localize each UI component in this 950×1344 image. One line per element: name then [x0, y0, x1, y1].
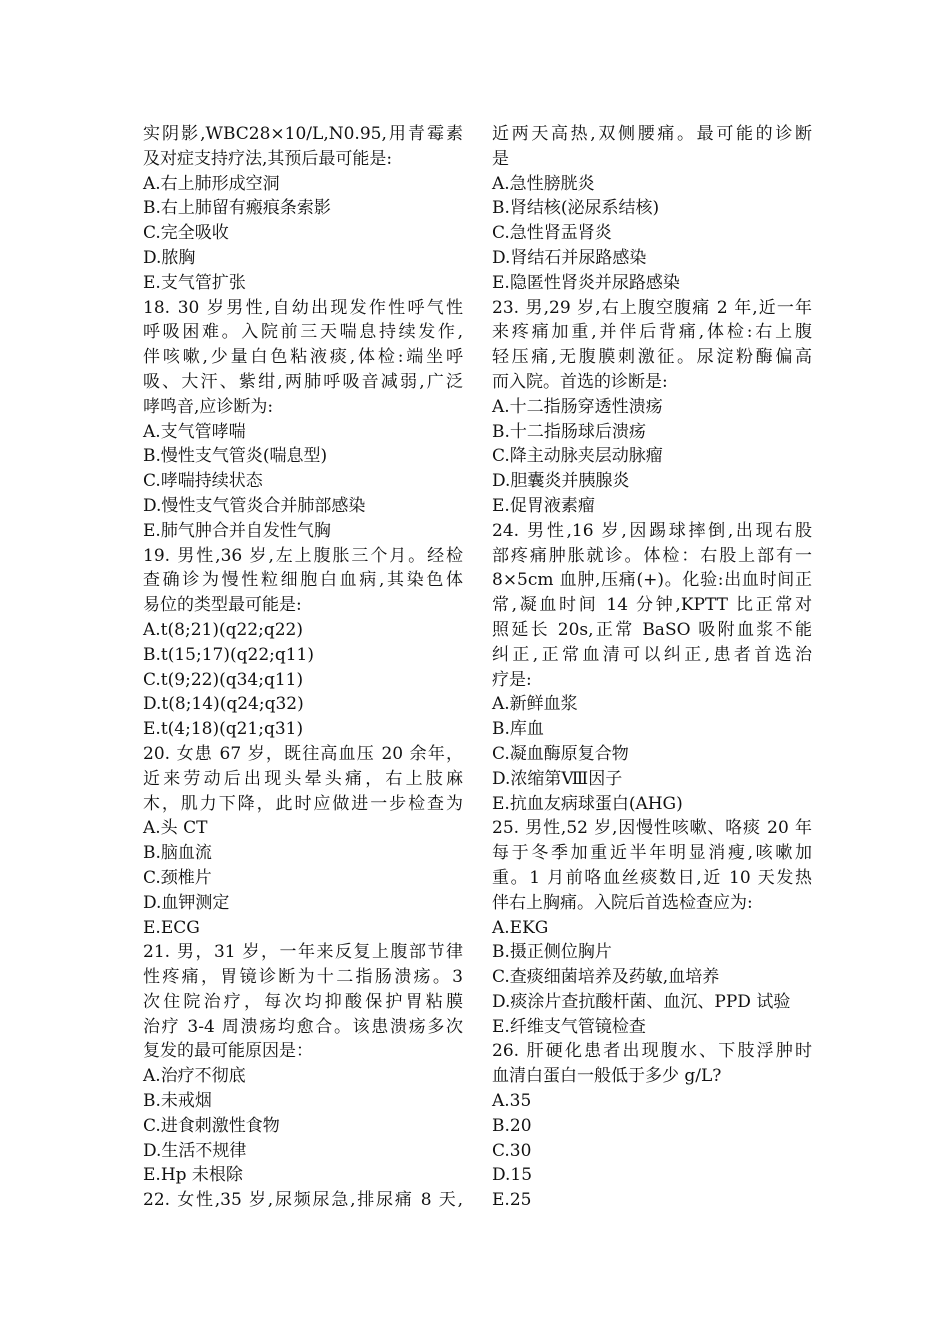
left-column-text-line: C.颈椎片 [143, 867, 212, 888]
right-column-text-line: 照延长 20s,正常 BaSO 吸附血浆不能 [492, 619, 812, 640]
left-column-text-line: 伴咳嗽,少量白色粘液痰,体检:端坐呼 [143, 347, 463, 368]
right-column-text-line: E.隐匿性肾炎并尿路感染 [492, 272, 680, 293]
right-column-text-line: E.抗血友病球蛋白(AHG) [492, 793, 683, 814]
right-column-text-line: A.急性膀胱炎 [492, 173, 595, 194]
right-column-text-line: D.肾结石并尿路感染 [492, 247, 647, 268]
right-column-text-line: C.凝血酶原复合物 [492, 743, 629, 764]
left-column-text-line: 18. 30 岁男性,自幼出现发作性呼气性 [143, 297, 463, 318]
right-column-text-line: 来疼痛加重,并伴后背痛,体检:右上腹 [492, 322, 812, 343]
left-column-text-line: 19. 男性,36 岁,左上腹胀三个月。经检 [143, 545, 463, 566]
right-column-text-line: 近两天高热,双侧腰痛。最可能的诊断 [492, 124, 812, 144]
right-column-text-line: 常,凝血时间 14 分钟,KPTT 比正常对 [492, 595, 812, 616]
right-text-column [492, 122, 812, 1213]
right-column-text-line: 部疼痛肿胀就诊。体检：右股上部有一 [492, 545, 812, 566]
left-column-text-line: B.右上肺留有瘢痕条索影 [143, 198, 331, 219]
right-column-text-line: A.十二指肠穿透性溃疡 [492, 396, 663, 417]
right-column-text-line: 纠正,正常血清可以纠正,患者首选治 [492, 644, 812, 665]
right-column-text-line: A.新鲜血浆 [492, 694, 578, 715]
left-column-text-line: 次住院治疗，每次均抑酸保护胃粘膜 [143, 991, 463, 1012]
left-column-text-line: 近来劳动后出现头晕头痛，右上肢麻 [143, 768, 463, 789]
left-column-text-line: E.Hp 未根除 [143, 1165, 243, 1186]
right-column-text-line: E.促胃液素瘤 [492, 495, 595, 516]
left-column-text-line: E.t(4;18)(q21;q31) [143, 719, 304, 740]
right-column-text-line: 每于冬季加重近半年明显消瘦,咳嗽加 [492, 843, 812, 864]
left-column-text-line: D.生活不规律 [143, 1140, 247, 1161]
left-column-text-line: D.脓胸 [143, 247, 196, 268]
left-column-text-line: C.哮喘持续状态 [143, 471, 263, 492]
left-column-text-line: 实阴影,WBC28×10/L,N0.95,用青霉素 [143, 124, 463, 144]
right-column-text-line: D.浓缩第Ⅷ因子 [492, 768, 623, 789]
left-column-text-line: 性疼痛，胃镜诊断为十二指肠溃疡。3 [143, 967, 463, 988]
left-column-text-line: D.血钾测定 [143, 892, 230, 913]
left-column-text-line: A.头 CT [143, 818, 208, 839]
right-column-text-line: C.30 [492, 1140, 532, 1161]
left-column-text-line: 治疗 3-4 周溃疡均愈合。该患溃疡多次 [143, 1016, 463, 1037]
right-column-text-line: E.25 [492, 1190, 532, 1211]
right-column-text-line: 8×5cm 血肿,压痛(+)。化验:出血时间正 [492, 570, 812, 591]
right-column-text-line: 26. 肝硬化患者出现腹水、下肢浮肿时 [492, 1041, 812, 1062]
left-column-text-line: 及对症支持疗法,其预后最可能是: [143, 148, 393, 169]
right-column-text-line: 而入院。首选的诊断是: [492, 371, 668, 392]
right-column-text-line: C.急性肾盂肾炎 [492, 223, 612, 244]
left-column-text-line: 复发的最可能原因是： [143, 1041, 313, 1062]
left-text-column [143, 122, 463, 1213]
right-column-text-line: A.EKG [492, 917, 549, 938]
left-column-text-line: B.脑血流 [143, 843, 212, 864]
left-column-text-line: E.支气管扩张 [143, 272, 246, 293]
left-column-text-line: C.t(9;22)(q34;q11) [143, 669, 304, 690]
right-column-text-line: A.35 [492, 1091, 532, 1112]
left-column-text-line: 呼吸困难。入院前三天喘息持续发作, [143, 322, 463, 343]
left-column-text-line: 哮鸣音,应诊断为: [143, 396, 274, 417]
right-column-text-line: 23. 男,29 岁,右上腹空腹痛 2 年,近一年 [492, 297, 812, 318]
right-column-text-line: 24. 男性,16 岁,因踢球摔倒,出现右股 [492, 520, 812, 541]
left-column-text-line: E.ECG [143, 917, 200, 938]
left-column-text-line: 吸、大汗、紫绀,两肺呼吸音减弱,广泛 [143, 371, 463, 392]
left-column-text-line: B.慢性支气管炎(喘息型) [143, 446, 328, 467]
left-column-text-line: A.右上肺形成空洞 [143, 173, 280, 194]
right-column-text-line: 重。1 月前咯血丝痰数日,近 10 天发热 [492, 867, 812, 888]
left-column-text-line: 查确诊为慢性粒细胞白血病,其染色体 [143, 570, 463, 591]
left-column-text-line: C.进食刺激性食物 [143, 1115, 280, 1136]
left-column-text-line: B.未戒烟 [143, 1091, 212, 1112]
right-column-text-line: B.摄正侧位胸片 [492, 942, 612, 963]
right-column-text-line: B.十二指肠球后溃疡 [492, 421, 646, 442]
left-column-text-line: D.t(8;14)(q24;q32) [143, 694, 304, 715]
left-column-text-line: 21. 男，31 岁，一年来反复上腹部节律 [143, 942, 463, 963]
right-column-text-line: 是 [492, 148, 509, 169]
left-column-text-line: 20. 女患 67 岁，既往高血压 20 余年， [143, 743, 463, 764]
right-column-text-line: 轻压痛,无腹膜刺激征。尿淀粉酶偏高 [492, 347, 812, 368]
right-column-text-line: D.15 [492, 1165, 533, 1186]
right-column-text-line: C.降主动脉夹层动脉瘤 [492, 446, 663, 467]
left-column-text-line: 木，肌力下降，此时应做进一步检查为 [143, 793, 463, 814]
left-column-text-line: B.t(15;17)(q22;q11) [143, 644, 315, 665]
right-column-text-line: E.纤维支气管镜检查 [492, 1016, 646, 1037]
left-column-text-line: A.治疗不彻底 [143, 1066, 246, 1087]
right-column-text-line: B.肾结核(泌尿系结核) [492, 198, 660, 219]
left-column-text-line: A.t(8;21)(q22;q22) [143, 619, 303, 640]
left-column-text-line: D.慢性支气管炎合并肺部感染 [143, 495, 366, 516]
right-column-text-line: B.库血 [492, 719, 544, 740]
right-column-text-line: B.20 [492, 1115, 532, 1136]
right-column-text-line: C.查痰细菌培养及药敏,血培养 [492, 967, 720, 988]
right-column-text-line: 25. 男性,52 岁,因慢性咳嗽、咯痰 20 年 [492, 818, 812, 839]
left-column-text-line: C.完全吸收 [143, 223, 229, 244]
left-column-text-line: 易位的类型最可能是: [143, 595, 302, 616]
left-column-text-line: A.支气管哮喘 [143, 421, 246, 442]
right-column-text-line: D.痰涂片查抗酸杆菌、血沉、PPD 试验 [492, 991, 791, 1012]
right-column-text-line: 血清白蛋白一般低于多少 g/L? [492, 1066, 722, 1087]
right-column-text-line: 疗是: [492, 669, 532, 690]
left-column-text-line: E.肺气肿合并自发性气胸 [143, 520, 331, 541]
right-column-text-line: D.胆囊炎并胰腺炎 [492, 471, 630, 492]
right-column-text-line: 伴右上胸痛。入院后首选检查应为: [492, 892, 753, 913]
left-column-text-line: 22. 女性,35 岁,尿频尿急,排尿痛 8 天, [143, 1190, 463, 1211]
